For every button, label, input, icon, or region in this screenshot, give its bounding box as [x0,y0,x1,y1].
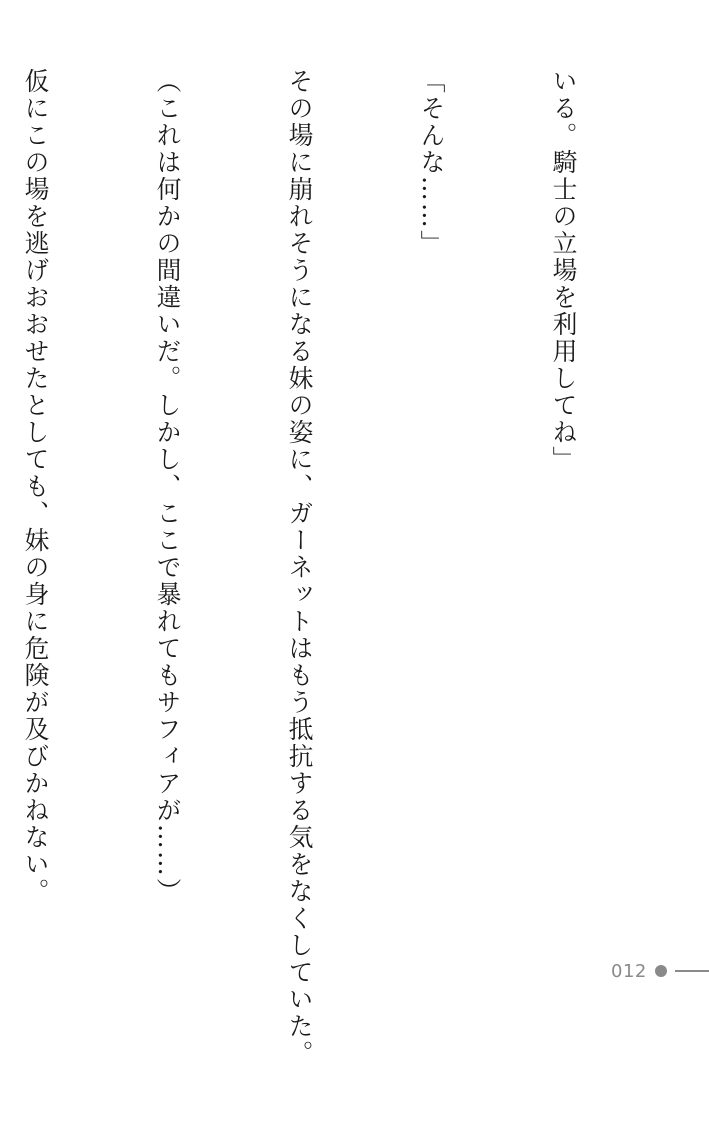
text-line: その場に崩れそうになる妹の姿に、ガーネットはもう抵抗する気をなくしていた。 [285,68,314,1067]
page-folio [611,958,709,984]
text-line: いる。騎士の立場を利用してね」 [549,68,578,473]
folio-dot-icon [655,965,667,977]
text-line: 仮にこの場を逃げおおせたとしても、妹の身に危険が及びかねない。 [21,68,50,905]
text-line: 「そんな……」 [417,68,446,257]
text-line: （これは何かの間違いだ。しかし、ここで暴れてもサフィアが……） [153,68,182,905]
page-number: 012 [611,960,647,982]
folio-rule [675,970,709,972]
